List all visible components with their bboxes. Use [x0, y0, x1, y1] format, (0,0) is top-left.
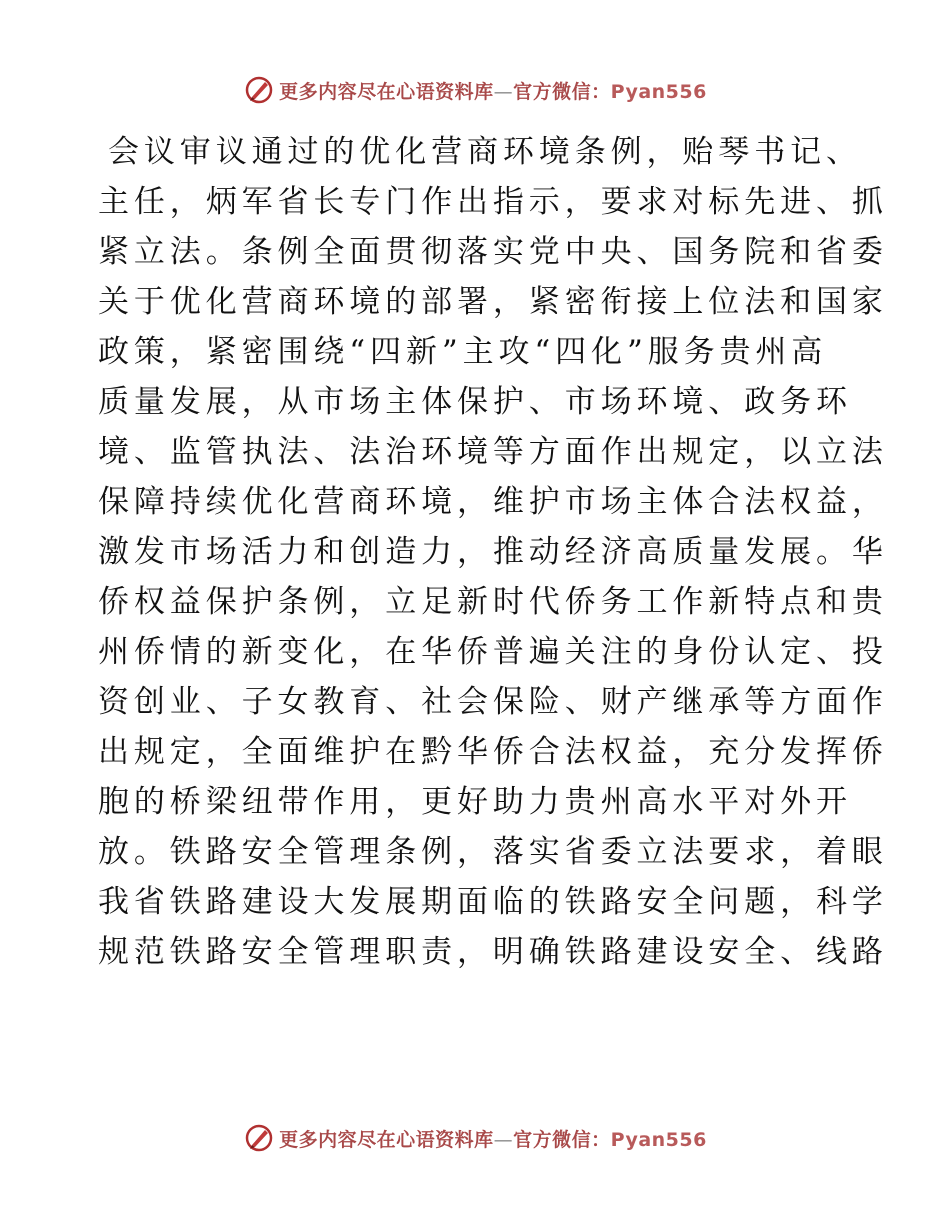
- text-line: 激发市场活力和创造力，推动经济高质量发展。华: [98, 534, 888, 570]
- separator: —: [493, 1128, 514, 1151]
- text-line: 主任，炳军省长专门作出指示，要求对标先进、抓: [98, 184, 888, 220]
- wechat-account: Pyan556: [610, 1128, 707, 1151]
- wechat-account: Pyan556: [610, 80, 707, 103]
- text-line: 紧立法。条例全面贯彻落实党中央、国务院和省委: [98, 234, 888, 270]
- text-line: 关于优化营商环境的部署，紧密衔接上位法和国家: [98, 284, 888, 320]
- text-line: 会议审议通过的优化营商环境条例，贻琴书记、: [108, 134, 862, 170]
- header-watermark: [0, 70, 950, 110]
- text-line: 资创业、子女教育、社会保险、财产继承等方面作: [98, 684, 888, 720]
- site-name: 更多内容尽在心语资料库: [279, 80, 494, 103]
- text-line: 保障持续优化营商环境，维护市场主体合法权益，: [98, 484, 888, 520]
- text-line: 规范铁路安全管理职责，明确铁路建设安全、线路: [98, 934, 888, 970]
- text-line: 州侨情的新变化，在华侨普遍关注的身份认定、投: [98, 634, 888, 670]
- text-line: 出规定，全面维护在黔华侨合法权益，充分发挥侨: [98, 734, 888, 770]
- text-line: 境、监管执法、法治环境等方面作出规定，以立法: [98, 434, 888, 470]
- wechat-label: 官方微信：: [513, 1128, 611, 1151]
- text-line: 政策，紧密围绕“四新”主攻“四化”服务贵州高: [98, 334, 828, 370]
- footer-watermark: [0, 1118, 950, 1158]
- brush-logo-icon: [243, 74, 275, 106]
- text-line: 胞的桥梁纽带作用，更好助力贵州高水平对外开: [98, 784, 852, 820]
- text-line: 侨权益保护条例，立足新时代侨务工作新特点和贵: [98, 584, 888, 620]
- text-line: 放。铁路安全管理条例，落实省委立法要求，着眼: [98, 834, 888, 870]
- header-watermark-text: [279, 77, 707, 104]
- separator: —: [493, 80, 514, 103]
- site-name: 更多内容尽在心语资料库: [279, 1128, 494, 1151]
- brush-logo-icon: [243, 1122, 275, 1154]
- wechat-label: 官方微信：: [513, 80, 611, 103]
- text-line: 质量发展，从市场主体保护、市场环境、政务环: [98, 384, 852, 420]
- text-line: 我省铁路建设大发展期面临的铁路安全问题，科学: [98, 884, 888, 920]
- footer-watermark-text: [279, 1125, 707, 1152]
